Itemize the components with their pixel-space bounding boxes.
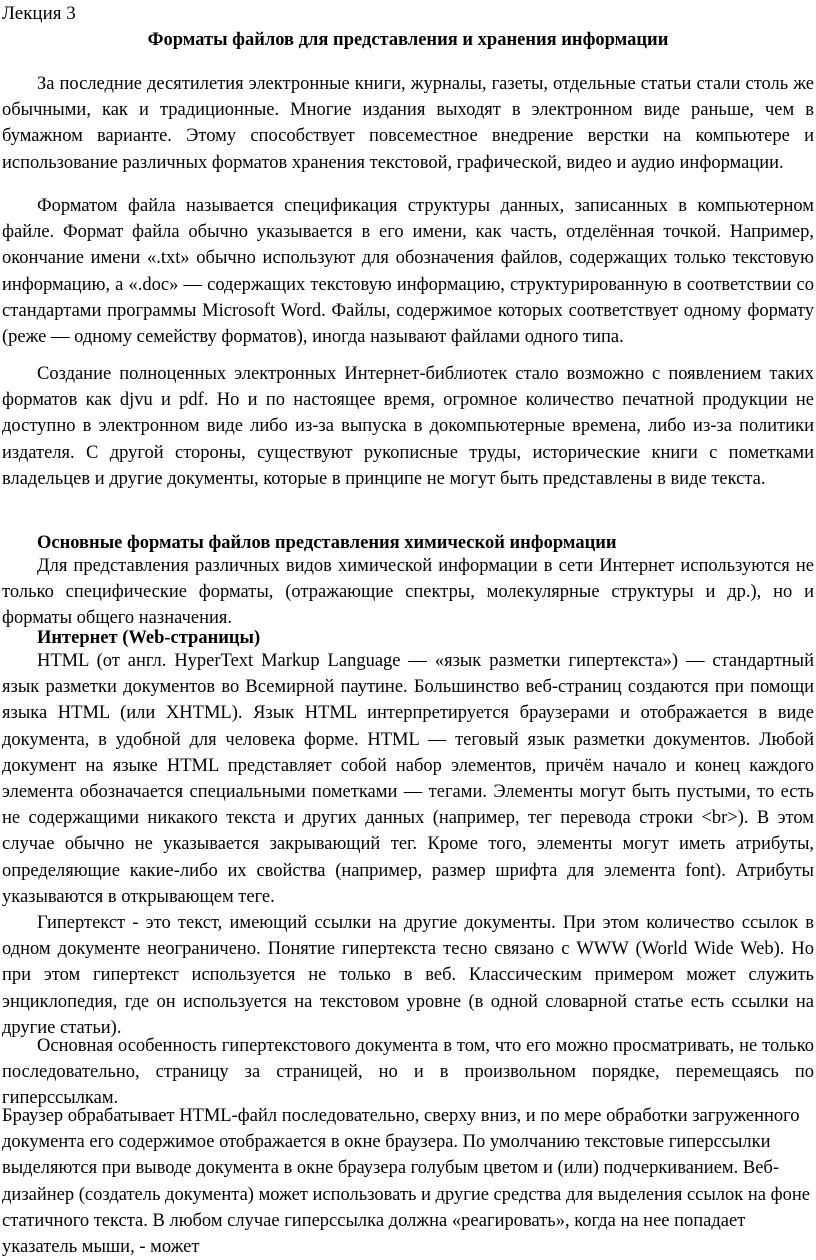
browser-paragraph: Браузер обрабатывает HTML-файл последовательно, сверху вниз, и по мере обработки загруженного документа его содержимое отображается в окне браузера. По умолчанию текстовые гиперссылки выделяются при выводе документа в окне браузера голубым цветом и (или) подчеркиванием. Веб-дизайнер (создатель документа) может использовать и другие средства для выделения ссылок на фоне статичного текста. В любом случае гиперссылка должна «реагировать», когда на нее попадает указатель мыши, - может [2, 1106, 810, 1258]
subsection-heading: Интернет (Web-страницы) [37, 628, 261, 648]
hypertext-paragraph: Гипертекст - это текст, имеющий ссылки на другие документы. При этом количество ссылок в одном документе неограничено. Понятие гипертекста тесно связано с WWW (World Wide Web). Но при этом гипертекст используется не только в веб. Классическим примером может служить энциклопедия, где он используется на текстовом уровне (в одной словарной статье есть ссылки на другие статьи). [2, 913, 814, 1038]
lecture-number: Лекция 3 [2, 3, 76, 24]
hypertext-feature-paragraph: Основная особенность гипертекстового документа в том, что его можно просматривать, не только последовательно, страницу за страницей, но и в произвольном порядке, перемещаясь по гиперссылкам. [2, 1036, 814, 1109]
section-paragraph-1: Для представления различных видов химической информации в сети Интернет используются не только специфические форматы, (отражающие спектры, молекулярные структуры и др.), но и форматы общего назначения. [2, 556, 814, 629]
intro-paragraph-3: Создание полноценных электронных Интернет-библиотек стало возможно с появлением таких форматов как djvu и pdf. Но и по настоящее время, огромное количество печатной продукции не доступно в электронном виде либо из-за выпуска в докомпьютерные времена, либо из-за политики издателя. С другой стороны, существуют рукописные труды, исторические книги с пометками владельцев и другие документы, которые в принципе не могут быть представлены в виде текста. [2, 364, 814, 489]
intro-paragraph-2: Форматом файла называется спецификация структуры данных, записанных в компьютерном файле. Формат файла обычно указывается в его имени, как часть, отделённая точкой. Например, окончание имени «.txt» обычно используют для обозначения файлов, содержащих только текстовую информацию, а «.doc» — содержащих текстовую информацию, структурированную в соответствии со стандартами программы Microsoft Word. Файлы, содержимое которых соответствует одному формату (реже — одному семейству форматов), иногда называют файлами одного типа. [2, 196, 814, 348]
document-title: Форматы файлов для представления и хранения информации [147, 30, 669, 50]
html-paragraph: HTML (от англ. HyperText Markup Language — «язык разметки гипертекста») — стандартный язык разметки документов во Всемирной паутине. Большинство веб-страниц создаются при помощи языка HTML (или XHTML). Язык HTML интерпретируется браузерами и отображается в виде документа, в удобной для человека форме. HTML — теговый язык разметки документов. Любой документ на языке HTML представляет собой набор элементов, причём начало и конец каждого элемента обозначается специальными пометками — тегами. Элементы могут быть пустыми, то есть не содержащими никакого текста и других данных (например, тег перевода строки <br>). В этом случае обычно не указывается закрывающий тег. Кроме того, элементы могут иметь атрибуты, определяющие какие-либо их свойства (например, размер шрифта для элемента font). Атрибуты указываются в открывающем теге. [2, 651, 814, 907]
intro-paragraph-1: За последние десятилетия электронные книги, журналы, газеты, отдельные статьи стали столь же обычными, как и традиционные. Многие издания выходят в электронном виде раньше, чем в бумажном варианте. Этому способствует повсеместное внедрение верстки на компьютере и использование различных форматов хранения текстовой, графической, видео и аудио информации. [2, 74, 814, 173]
section-heading: Основные форматы файлов представления химической информации [37, 533, 617, 553]
